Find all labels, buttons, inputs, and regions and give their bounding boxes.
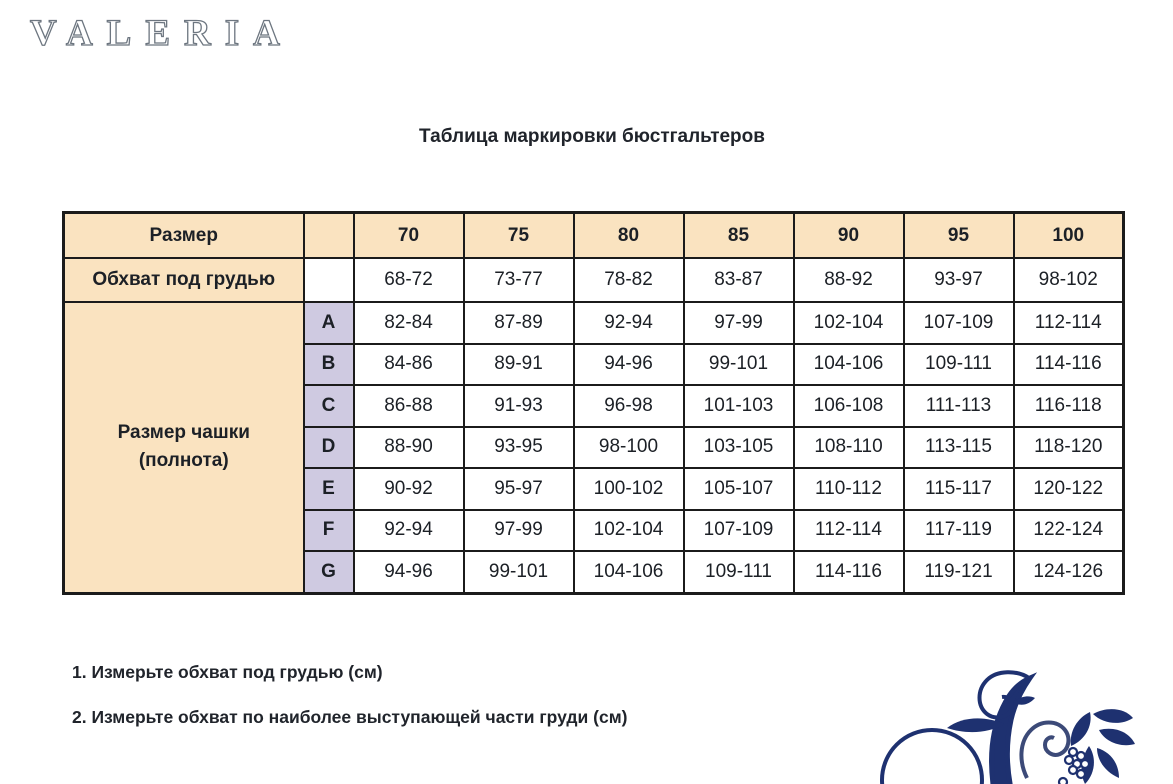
table-cell: 102-104: [574, 510, 684, 552]
table-cell: 92-94: [574, 302, 684, 344]
table-cell: 118-120: [1014, 427, 1124, 469]
underbust-cell: 98-102: [1014, 258, 1124, 302]
table-cell: 99-101: [684, 344, 794, 386]
table-cell: 120-122: [1014, 468, 1124, 510]
table-cell: 94-96: [354, 551, 464, 593]
cup-section-label-line1: Размер чашки: [117, 421, 250, 443]
cup-section-label: [64, 302, 304, 593]
cup-letter-cell: C: [304, 385, 354, 427]
cup-letter-cell: E: [304, 468, 354, 510]
measurement-instructions: [72, 662, 627, 752]
underbust-cell: 83-87: [684, 258, 794, 302]
cup-letter-cell: G: [304, 551, 354, 593]
table-cell: 114-116: [1014, 344, 1124, 386]
table-cell: 104-106: [574, 551, 684, 593]
table-cell: 91-93: [464, 385, 574, 427]
table-row-cup-a: [64, 302, 1124, 344]
brand-logo: VALERIA: [30, 13, 294, 54]
table-cell: 92-94: [354, 510, 464, 552]
table-cell: 97-99: [464, 510, 574, 552]
table-cell: 105-107: [684, 468, 794, 510]
table-cell: 88-90: [354, 427, 464, 469]
table-cell: 103-105: [684, 427, 794, 469]
underbust-cell: 68-72: [354, 258, 464, 302]
table-cell: 124-126: [1014, 551, 1124, 593]
table-cell: 113-115: [904, 427, 1014, 469]
empty-cell: [304, 213, 354, 259]
table-row-underbust: [64, 258, 1124, 302]
table-cell: 107-109: [904, 302, 1014, 344]
table-cell: 100-102: [574, 468, 684, 510]
table-cell: 111-113: [904, 385, 1014, 427]
underbust-row-label: Обхват под грудью: [64, 258, 304, 302]
instruction-step-2: 2. Измерьте обхват по наиболее выступающей части груди (см): [72, 707, 628, 727]
table-cell: 101-103: [684, 385, 794, 427]
underbust-cell: 88-92: [794, 258, 904, 302]
table-cell: 106-108: [794, 385, 904, 427]
size-row-label: Размер: [64, 213, 304, 259]
instruction-step-1: 1. Измерьте обхват под грудью (см): [72, 662, 383, 682]
table-cell: 86-88: [354, 385, 464, 427]
table-cell: 112-114: [794, 510, 904, 552]
table-cell: 87-89: [464, 302, 574, 344]
cup-letter-cell: D: [304, 427, 354, 469]
page-title: Таблица маркировки бюстгальтеров: [419, 126, 765, 147]
table-cell: 89-91: [464, 344, 574, 386]
underbust-cell: 93-97: [904, 258, 1014, 302]
table-cell: 93-95: [464, 427, 574, 469]
size-header-cell: 85: [684, 213, 794, 259]
table-cell: 97-99: [684, 302, 794, 344]
table-cell: 114-116: [794, 551, 904, 593]
table-cell: 108-110: [794, 427, 904, 469]
table-cell: 122-124: [1014, 510, 1124, 552]
size-header-cell: 100: [1014, 213, 1124, 259]
cup-letter-cell: F: [304, 510, 354, 552]
table-cell: 112-114: [1014, 302, 1124, 344]
table-cell: 104-106: [794, 344, 904, 386]
cup-letter-cell: A: [304, 302, 354, 344]
size-header-cell: 75: [464, 213, 574, 259]
table-row-size: [64, 213, 1124, 259]
table-cell: 94-96: [574, 344, 684, 386]
cup-letter-cell: B: [304, 344, 354, 386]
underbust-cell: 78-82: [574, 258, 684, 302]
table-cell: 102-104: [794, 302, 904, 344]
table-cell: 117-119: [904, 510, 1014, 552]
cup-section-label-line2: (полнота): [138, 450, 229, 472]
size-header-cell: 80: [574, 213, 684, 259]
table-cell: 82-84: [354, 302, 464, 344]
size-header-cell: 95: [904, 213, 1014, 259]
table-cell: 96-98: [574, 385, 684, 427]
size-header-cell: 90: [794, 213, 904, 259]
table-cell: 90-92: [354, 468, 464, 510]
size-header-cell: 70: [354, 213, 464, 259]
floral-flourish-ornament: [877, 668, 1137, 784]
table-cell: 110-112: [794, 468, 904, 510]
table-cell: 116-118: [1014, 385, 1124, 427]
table-cell: 98-100: [574, 427, 684, 469]
table-cell: 84-86: [354, 344, 464, 386]
underbust-cell: 73-77: [464, 258, 574, 302]
table-cell: 107-109: [684, 510, 794, 552]
table-cell: 115-117: [904, 468, 1014, 510]
table-cell: 99-101: [464, 551, 574, 593]
table-cell: 119-121: [904, 551, 1014, 593]
empty-cell: [304, 258, 354, 302]
bra-size-table: [62, 211, 1125, 595]
table-cell: 109-111: [904, 344, 1014, 386]
table-cell: 109-111: [684, 551, 794, 593]
table-cell: 95-97: [464, 468, 574, 510]
